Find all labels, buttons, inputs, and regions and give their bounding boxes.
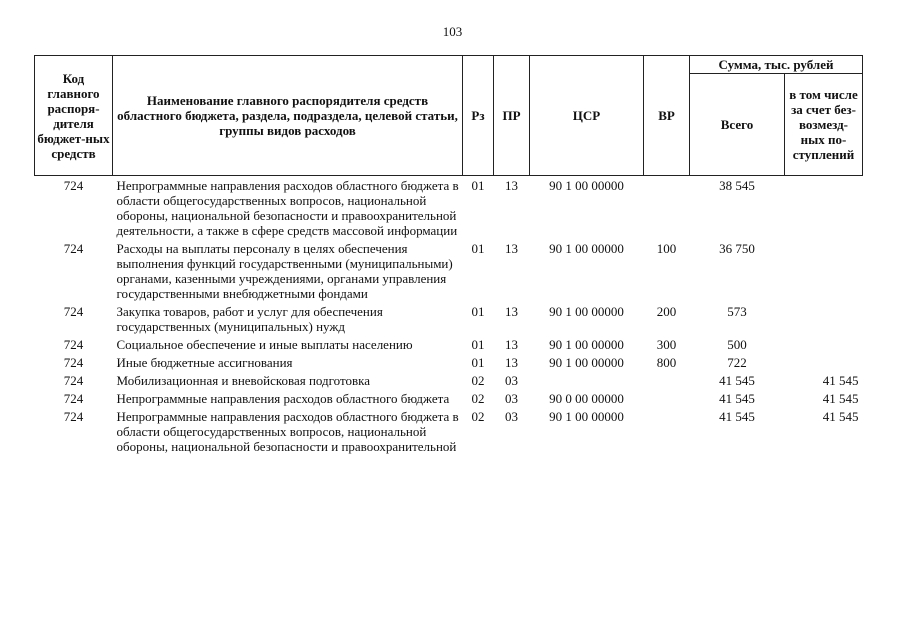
cell-total: 38 545 [719,178,755,193]
header-free: в том числе за счет без-возмезд-ных по-ступлений [785,74,863,176]
cell-code: 724 [63,391,84,406]
table-row [35,303,863,336]
header-code: Код главного распоря-дителя бюджет-ных средств [35,56,113,176]
cell-rz: 02 [471,409,485,424]
cell-rz: 02 [471,373,485,388]
cell-vr [644,408,690,456]
table-row [35,408,863,456]
cell-free [785,303,863,336]
cell-csr: 90 1 00 00000 [549,355,624,370]
cell-code: 724 [63,304,84,319]
cell-name: Непрограммные направления расходов областного бюджета в области общегосударственных вопросов, национальной обороны, национальной безопасности и правоохранительной деятельности, а также в сфере средств массовой информации [116,178,459,238]
header-rz: Рз [463,56,494,176]
cell-code: 724 [63,355,84,370]
table-header [35,56,863,176]
cell-pr: 13 [505,355,518,370]
cell-code: 724 [63,409,84,424]
cell-vr: 100 [656,241,677,256]
cell-vr: 300 [656,337,677,352]
table-row [35,176,863,241]
cell-rz: 01 [471,241,485,256]
cell-pr: 03 [505,391,518,406]
cell-vr [644,176,690,241]
cell-vr: 800 [656,355,677,370]
cell-name: Непрограммные направления расходов областного бюджета [116,391,450,406]
cell-vr [644,372,690,390]
cell-rz: 01 [471,178,485,193]
cell-total: 36 750 [719,241,755,256]
cell-name: Иные бюджетные ассигнования [116,355,293,370]
cell-name: Мобилизационная и вневойсковая подготовка [116,373,371,388]
cell-free: 41 545 [822,391,859,406]
cell-code: 724 [63,337,84,352]
cell-pr: 13 [505,178,518,193]
table-row [35,354,863,372]
cell-vr: 200 [656,304,677,319]
cell-rz: 01 [471,355,485,370]
table-row [35,336,863,354]
cell-code: 724 [63,241,84,256]
cell-csr: 90 1 00 00000 [549,178,624,193]
header-total: Всего [690,74,785,176]
table-row [35,240,863,303]
cell-free: 41 545 [822,409,859,424]
header-name: Наименование главного распорядителя средств областного бюджета, раздела, подраздела, целевой статьи, группы видов расходов [113,56,463,176]
cell-csr: 90 1 00 00000 [549,337,624,352]
cell-csr: 90 1 00 00000 [549,304,624,319]
cell-csr: 90 1 00 00000 [549,409,624,424]
budget-table [34,55,863,456]
header-csr: ЦСР [530,56,644,176]
cell-total: 41 545 [719,373,755,388]
table-body [35,176,863,457]
cell-csr: 90 1 00 00000 [549,241,624,256]
cell-free [785,336,863,354]
header-sum-group: Сумма, тыс. рублей [690,56,863,74]
cell-csr: 90 0 00 00000 [549,391,624,406]
cell-total: 500 [727,337,747,352]
cell-total: 573 [727,304,747,319]
cell-free [785,354,863,372]
header-vr: ВР [644,56,690,176]
cell-total: 41 545 [719,409,755,424]
cell-vr [644,390,690,408]
table-row [35,390,863,408]
cell-code: 724 [63,178,84,193]
cell-pr: 03 [505,373,518,388]
cell-name: Непрограммные направления расходов областного бюджета в области общегосударственных вопросов, национальной обороны, национальной безопасности и правоохранительной [116,409,459,454]
cell-free [785,240,863,303]
cell-free: 41 545 [822,373,859,388]
cell-rz: 02 [471,391,485,406]
cell-pr: 13 [505,241,518,256]
cell-rz: 01 [471,337,485,352]
cell-pr: 13 [505,337,518,352]
header-pr: ПР [494,56,530,176]
cell-csr [530,372,644,390]
cell-free [785,176,863,241]
table-row [35,372,863,390]
cell-rz: 01 [471,304,485,319]
cell-pr: 03 [505,409,518,424]
cell-name: Расходы на выплаты персоналу в целях обеспечения выполнения функций государственными (муниципальными) органами, казенными учреждениями, органами управления государственными внебюджетными фондами [116,241,453,301]
cell-code: 724 [63,373,84,388]
cell-total: 41 545 [719,391,755,406]
cell-name: Закупка товаров, работ и услуг для обеспечения государственных (муниципальных) нужд [116,304,383,334]
cell-total: 722 [727,355,747,370]
cell-pr: 13 [505,304,518,319]
cell-name: Социальное обеспечение и иные выплаты населению [116,337,413,352]
page-number: 103 [442,24,463,39]
